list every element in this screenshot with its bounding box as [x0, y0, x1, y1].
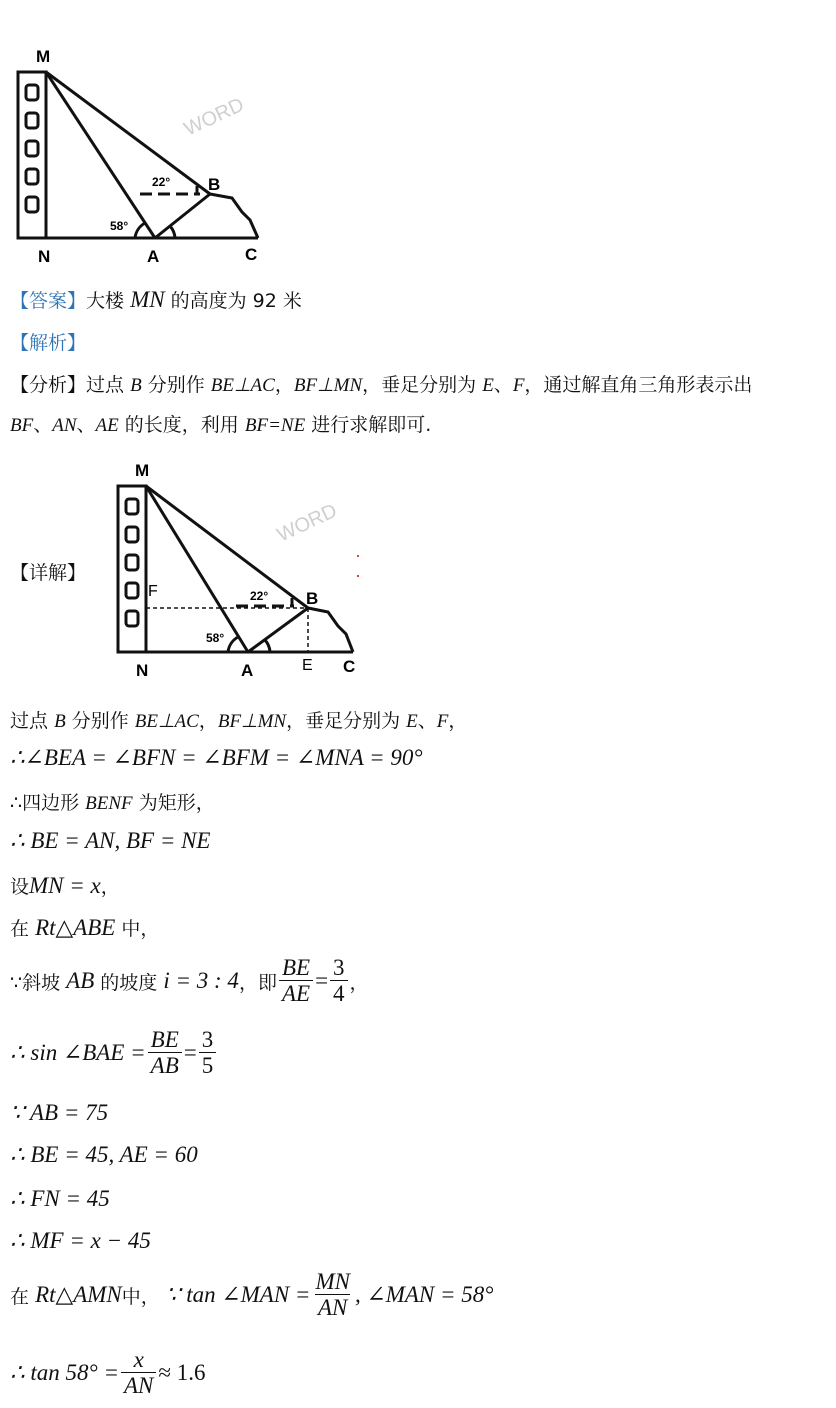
fraction-x-an: $\frac{x}{AN}$: [121, 1348, 156, 1398]
building-window-icon: [126, 499, 138, 514]
label-B: B: [306, 589, 319, 608]
label-N: N: [136, 661, 149, 680]
angle-58: 58°: [206, 631, 225, 645]
analysis-tag: 【解析】: [10, 332, 87, 354]
step-10: ∴ BE = 45, AE = 60: [10, 1142, 198, 1167]
fraction-mn-an: $\frac{MN}{AN}$: [315, 1269, 350, 1321]
building-window-icon: [126, 583, 138, 598]
watermark-icon: [181, 94, 248, 141]
building-window-icon: [26, 169, 38, 184]
step-2: ∴∠BEA = ∠BFN = ∠BFM = ∠MNA = 90°: [10, 745, 423, 770]
building-window-icon: [126, 555, 138, 570]
step-8: ∴ sin ∠BAE = $\frac{BE}{AB}$ = $\frac{3}{5}$: [10, 1028, 218, 1078]
step-6: 在 Rt△ABE 中，: [10, 915, 160, 940]
label-A: A: [241, 661, 254, 680]
answer-tag: 【答案】: [10, 290, 87, 312]
building-window-icon: [26, 141, 38, 156]
svg-text:WORD: WORD: [180, 93, 248, 141]
step-11: ∴ FN = 45: [10, 1186, 110, 1211]
step-1: 过点 B 分别作 BE⊥AC，BF⊥MN，垂足分别为 E、F，: [10, 710, 468, 732]
label-N: N: [38, 247, 51, 266]
step-3: ∴四边形 BENF 为矩形，: [10, 792, 215, 814]
watermark-icon: [274, 500, 341, 547]
fraction-be-ab: $\frac{BE}{AB}$: [148, 1028, 182, 1078]
label-B: B: [208, 175, 221, 194]
svg-text:WORD: WORD: [273, 499, 341, 547]
label-E: E: [302, 657, 313, 674]
detail-tag: 【详解】: [10, 562, 87, 584]
building-window-icon: [26, 85, 38, 100]
fraction-3-5: $\frac{3}{5}$: [199, 1028, 217, 1078]
label-C: C: [343, 657, 356, 676]
answer-line: 【答案】大楼 MN 的高度为 92 米: [10, 287, 302, 312]
fraction-be-ae: $\frac{BE}{AE}$: [279, 956, 313, 1006]
fenxi-line-2: BF、AN、AE 的长度，利用 BF=NE 进行求解即可.: [10, 414, 432, 436]
diagram-top: [10, 40, 270, 270]
step-7: ∵斜坡 AB 的坡度 i = 3 : 4 ，即 $\frac{BE}{AE}$ = $\frac{3}{4}$ ，: [10, 955, 369, 1007]
angle-22: 22°: [250, 589, 269, 603]
angle-58: 58°: [110, 219, 129, 233]
building-window-icon: [126, 527, 138, 542]
label-C: C: [245, 245, 258, 264]
label-M: M: [36, 47, 51, 66]
step-12: ∴ MF = x − 45: [10, 1228, 151, 1253]
step-5: 设MN = x，: [10, 873, 120, 898]
building-window-icon: [126, 611, 138, 626]
fraction-3-4: $\frac{3}{4}$: [330, 956, 348, 1006]
fenxi-line-1: 【分析】过点 B 分别作 BE⊥AC，BF⊥MN，垂足分别为 E、F，通过解直角三角形表示出: [10, 374, 753, 396]
label-F: F: [148, 583, 158, 600]
label-A: A: [147, 247, 160, 266]
label-M: M: [135, 461, 150, 480]
step-9: ∵ AB = 75: [10, 1100, 109, 1125]
building-window-icon: [26, 113, 38, 128]
angle-22: 22°: [152, 175, 171, 189]
building-window-icon: [26, 197, 38, 212]
step-4: ∴ BE = AN, BF = NE: [10, 828, 211, 853]
step-13: 在 Rt△AMN 中， ∵ tan ∠MAN = $\frac{MN}{AN}$ , ∠MAN = 58°: [10, 1269, 494, 1321]
step-14: ∴ tan 58° = $\frac{x}{AN}$ ≈ 1.6: [10, 1347, 206, 1399]
diagram-detail: [108, 456, 368, 686]
